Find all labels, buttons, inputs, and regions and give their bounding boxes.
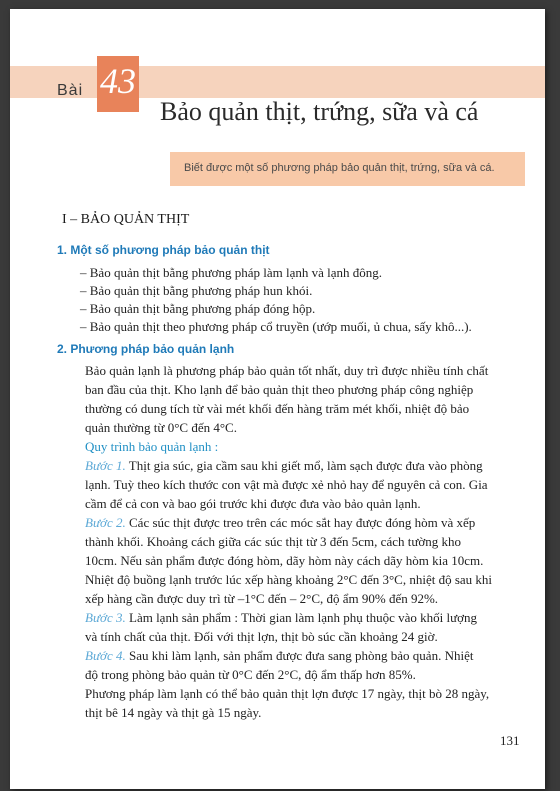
lesson-prefix: Bài [57, 82, 84, 99]
step-2-label: Bước 2. [85, 515, 126, 530]
text-line: độ trong phòng bảo quản từ 0°C đến 2°C, độ ẩm thấp hơn 85%. [85, 667, 416, 682]
method-item: – Bảo quản thịt bằng phương pháp đóng hộp. [80, 301, 316, 316]
objective-text: Biết được một số phương pháp bảo quản thịt, trứng, sữa và cá. [184, 162, 495, 174]
objective-box [170, 152, 525, 186]
text-line: Nhiệt độ buồng lạnh trước lúc xếp hàng khoảng 2°C đến 3°C, nhiệt độ sau khi [85, 572, 493, 587]
step-1-label: Bước 1. [85, 458, 126, 473]
textbook-page [10, 9, 545, 789]
step-4-label: Bước 4. [85, 648, 126, 663]
text-line: quản thường từ 0°C đến 4°C. [85, 420, 237, 435]
step-1-paragraph [85, 456, 525, 513]
text-line: 10cm. Nếu sản phẩm được đóng hòm, dãy hòm này cách dãy hòm kia 10cm. [85, 553, 484, 568]
step-4-paragraph [85, 646, 525, 722]
subsection-heading-1: 1. Một số phương pháp bảo quản thịt [57, 243, 270, 257]
text-line: Phương pháp làm lạnh có thể bảo quản thịt lợn được 17 ngày, thịt bò 28 ngày, [85, 686, 490, 701]
method-item: – Bảo quản thịt bằng phương pháp hun khói. [80, 283, 313, 298]
text-line: xếp hàng cần được duy trì từ –1°C đến – 2°C, độ ẩm 90% đến 92%. [85, 591, 439, 606]
text-line: Bảo quản lạnh là phương pháp bảo quản tốt nhất, duy trì được nhiều tính chất [85, 363, 489, 378]
lesson-title: Bảo quản thịt, trứng, sữa và cá [160, 97, 479, 126]
text-line: Các súc thịt được treo trên các móc sắt hay được đóng hòm và xếp [125, 515, 476, 530]
process-heading: Quy trình bảo quản lạnh : [85, 439, 219, 454]
method-item: – Bảo quản thịt theo phương pháp cổ truyền (ướp muối, ủ chua, sấy khô...). [80, 319, 472, 334]
text-line: Thịt gia súc, gia cầm sau khi giết mổ, làm sạch được đưa vào phòng [125, 458, 483, 473]
header-band [10, 66, 545, 98]
intro-paragraph [85, 361, 525, 456]
text-line: thịt bê 14 ngày và thịt gà 15 ngày. [85, 705, 262, 720]
subsection-heading-2: 2. Phương pháp bảo quản lạnh [57, 342, 235, 356]
text-line: ban đầu của thịt. Kho lạnh để bảo quản thịt theo phương pháp công nghiệp [85, 382, 474, 397]
text-line: Sau khi làm lạnh, sản phẩm được đưa sang phòng bảo quản. Nhiệt [125, 648, 474, 663]
text-line: cầm để cả con và bao gói trước khi được đưa vào bảo quản lạnh. [85, 496, 421, 511]
text-line: lạnh. Tuỳ theo kích thước con vật mà được xẻ nhỏ hay để nguyên cả con. Gia [85, 477, 488, 492]
text-line: Làm lạnh sản phẩm : Thời gian làm lạnh phụ thuộc vào khối lượng [125, 610, 478, 625]
method-item: – Bảo quản thịt bằng phương pháp làm lạnh và lạnh đông. [80, 265, 383, 280]
text-line: thường có dung tích từ vài mét khối đến hàng trăm mét khối, nhiệt độ bảo [85, 401, 470, 416]
section-heading: I – BẢO QUẢN THỊT [62, 212, 190, 227]
step-3-paragraph [85, 608, 525, 646]
text-line: thành khối. Khoảng cách giữa các súc thịt từ 3 đến 5cm, cách tường kho [85, 534, 462, 549]
lesson-number: 43 [100, 61, 136, 101]
step-2-paragraph [85, 513, 525, 608]
step-3-label: Bước 3. [85, 610, 126, 625]
text-line: và tính chất của thịt. Đối với thịt lợn, thịt bò súc cần khoảng 24 giờ. [85, 629, 438, 644]
page-number: 131 [500, 733, 520, 748]
